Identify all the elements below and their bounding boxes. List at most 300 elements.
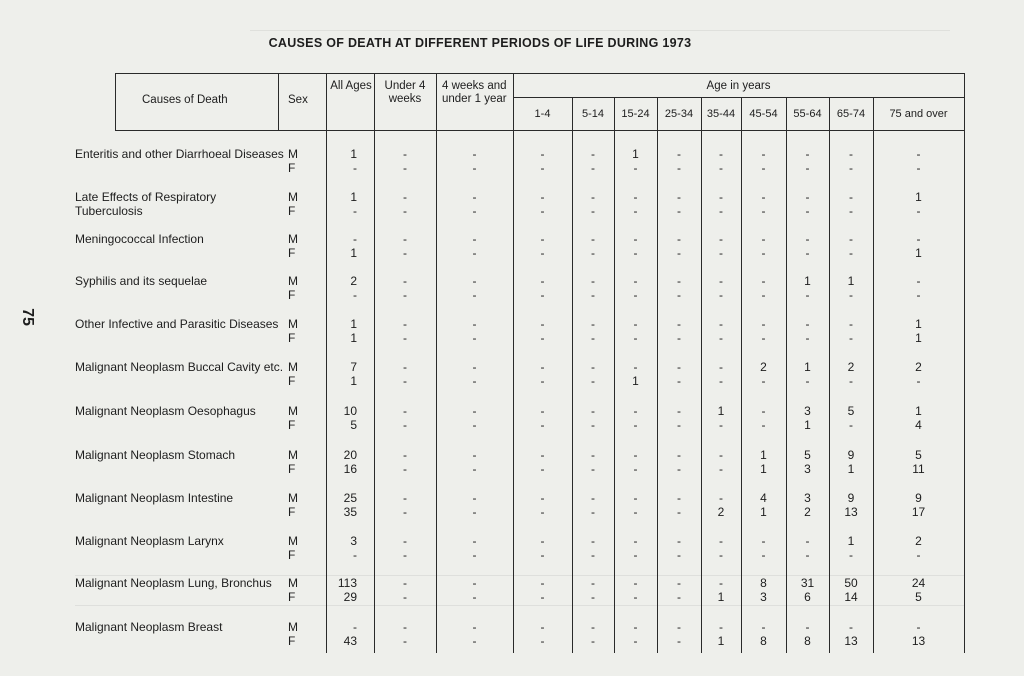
value-cell: - [633, 576, 638, 590]
value-cell: - [805, 534, 810, 548]
value-cell: 5 [915, 448, 922, 462]
value-cell: - [540, 232, 545, 246]
value-cell: 113 [337, 576, 357, 590]
value-cell: - [403, 576, 407, 590]
value-cell: 9 [847, 448, 855, 462]
cause-label: Malignant Neoplasm Larynx [75, 534, 224, 548]
value-cell: 5 [804, 448, 811, 462]
value-cell: - [677, 360, 681, 374]
value-cell: 1 [717, 404, 725, 418]
value-cell: 1 [847, 462, 855, 476]
sex-cell: F [288, 548, 296, 562]
value-cell: - [540, 331, 545, 345]
page-number: 75 [18, 308, 36, 326]
value-cell: - [916, 204, 921, 218]
sex-cell: F [288, 374, 296, 388]
sex-cell: M [288, 232, 298, 246]
value-cell: - [677, 274, 681, 288]
value-cell: 24 [911, 576, 926, 590]
value-cell: - [540, 418, 545, 432]
value-cell: - [591, 204, 595, 218]
value-cell: - [472, 634, 477, 648]
value-cell: 1 [350, 317, 357, 331]
value-cell: - [353, 232, 357, 246]
value-cell: 1 [350, 374, 357, 388]
value-cell: - [540, 161, 545, 175]
value-cell: - [719, 462, 723, 476]
value-cell: - [403, 274, 407, 288]
value-cell: - [677, 190, 681, 204]
value-cell: 1 [350, 331, 357, 345]
value-cell: 2 [350, 274, 357, 288]
value-cell: - [849, 204, 853, 218]
sex-cell: F [288, 590, 296, 604]
value-cell: - [633, 491, 638, 505]
value-cell: - [403, 534, 407, 548]
value-cell: - [677, 418, 681, 432]
value-cell: - [633, 534, 638, 548]
value-cell: - [403, 548, 407, 562]
header-4-weeks-under-1-year: 4 weeks and under 1 year [442, 80, 507, 105]
sex-cell: F [288, 418, 296, 432]
value-cell: - [591, 190, 595, 204]
cause-label: Malignant Neoplasm Stomach [75, 448, 236, 462]
value-cell: - [591, 161, 595, 175]
value-cell: 1 [350, 190, 357, 204]
value-cell: - [540, 534, 545, 548]
value-cell: - [591, 360, 595, 374]
header-under-4-weeks: Under 4 weeks [384, 80, 426, 105]
value-cell: 20 [343, 448, 357, 462]
sex-cell: M [288, 534, 298, 548]
value-cell: - [849, 620, 853, 634]
value-cell: 5 [915, 590, 922, 604]
value-cell: - [591, 590, 595, 604]
value-cell: 1 [915, 404, 922, 418]
value-cell: 2 [717, 505, 725, 519]
value-cell: - [591, 462, 595, 476]
value-cell: - [403, 204, 407, 218]
value-cell: - [472, 590, 477, 604]
value-cell: 1 [350, 147, 357, 161]
value-cell: - [591, 491, 595, 505]
value-cell: - [805, 161, 810, 175]
value-cell: - [677, 161, 681, 175]
value-cell: 1 [915, 331, 922, 345]
value-cell: - [472, 147, 477, 161]
value-cell: - [353, 204, 357, 218]
value-cell: - [719, 374, 723, 388]
sex-cell: M [288, 620, 298, 634]
value-cell: - [403, 505, 407, 519]
value-cell: - [472, 331, 477, 345]
value-cell: - [761, 620, 766, 634]
value-cell: - [633, 190, 638, 204]
value-cell: - [719, 317, 723, 331]
cause-label: Syphilis and its sequelae [75, 274, 208, 288]
value-cell: - [591, 331, 595, 345]
value-cell: - [849, 418, 853, 432]
value-cell: - [805, 204, 810, 218]
value-cell: - [849, 147, 853, 161]
value-cell: - [761, 404, 766, 418]
value-cell: 3 [804, 491, 811, 505]
value-cell: 13 [844, 505, 858, 519]
value-cell: 8 [760, 634, 767, 648]
value-cell: 3 [350, 534, 357, 548]
value-cell: - [719, 331, 723, 345]
value-cell: - [805, 232, 810, 246]
value-cell: - [472, 620, 477, 634]
value-cell: - [591, 147, 595, 161]
header-sex: Sex [288, 94, 308, 106]
value-cell: - [805, 374, 810, 388]
value-cell: 16 [343, 462, 357, 476]
value-cell: 1 [847, 534, 855, 548]
value-cell: - [591, 548, 595, 562]
value-cell: - [540, 374, 545, 388]
value-cell: - [761, 274, 766, 288]
value-cell: - [591, 274, 595, 288]
value-cell: - [633, 505, 638, 519]
value-cell: 7 [350, 360, 357, 374]
value-cell: - [677, 634, 681, 648]
value-cell: 8 [804, 634, 811, 648]
value-cell: - [403, 360, 407, 374]
value-cell: 1 [632, 374, 639, 388]
value-cell: - [719, 360, 723, 374]
sex-cell: F [288, 204, 296, 218]
cause-label: Malignant Neoplasm Intestine [75, 491, 234, 505]
sex-cell: M [288, 448, 298, 462]
value-cell: 2 [915, 534, 922, 548]
value-cell: - [591, 505, 595, 519]
value-cell: - [403, 288, 407, 302]
value-cell: - [403, 190, 407, 204]
value-cell: - [403, 161, 407, 175]
value-cell: - [719, 418, 723, 432]
value-cell: - [719, 147, 723, 161]
value-cell: - [472, 317, 477, 331]
cause-label: Malignant Neoplasm Lung, Bronchus [75, 576, 272, 590]
value-cell: 35 [343, 505, 357, 519]
value-cell: - [591, 404, 595, 418]
value-cell: - [472, 418, 477, 432]
cause-label: Other Infective and Parasitic Diseases [75, 317, 279, 331]
value-cell: - [677, 246, 681, 260]
value-cell: - [403, 147, 407, 161]
value-cell: - [677, 576, 681, 590]
cause-label: Meningococcal Infection [75, 232, 204, 246]
value-cell: - [719, 448, 723, 462]
value-cell: - [677, 288, 681, 302]
value-cell: - [916, 161, 921, 175]
value-cell: - [849, 232, 853, 246]
value-cell: - [633, 620, 638, 634]
value-cell: - [761, 147, 766, 161]
value-cell: - [591, 232, 595, 246]
value-cell: 10 [343, 404, 357, 418]
value-cell: - [633, 274, 638, 288]
cause-label: Malignant Neoplasm Buccal Cavity etc. [75, 360, 284, 374]
value-cell: - [677, 404, 681, 418]
value-cell: - [719, 161, 723, 175]
value-cell: - [591, 576, 595, 590]
value-cell: - [591, 317, 595, 331]
value-cell: - [633, 246, 638, 260]
value-cell: - [403, 448, 407, 462]
value-cell: - [916, 232, 921, 246]
value-cell: - [677, 462, 681, 476]
value-cell: - [633, 204, 638, 218]
value-cell: - [677, 534, 681, 548]
value-cell: - [677, 317, 681, 331]
value-cell: - [677, 620, 681, 634]
value-cell: 31 [800, 576, 815, 590]
value-cell: - [591, 418, 595, 432]
value-cell: 1 [804, 418, 811, 432]
value-cell: 1 [350, 246, 357, 260]
value-cell: - [805, 190, 810, 204]
value-cell: - [761, 534, 766, 548]
value-cell: - [633, 462, 638, 476]
value-cell: - [916, 548, 921, 562]
value-cell: - [591, 246, 595, 260]
value-cell: 3 [760, 590, 767, 604]
value-cell: - [677, 331, 681, 345]
value-cell: - [805, 246, 810, 260]
value-cell: - [849, 317, 853, 331]
value-cell: 1 [804, 274, 811, 288]
value-cell: - [761, 418, 766, 432]
value-cell: - [719, 576, 723, 590]
value-cell: 3 [804, 462, 811, 476]
value-cell: - [633, 634, 638, 648]
value-cell: - [472, 534, 477, 548]
value-cell: 25 [343, 491, 357, 505]
value-cell: - [403, 404, 407, 418]
value-cell: - [719, 190, 723, 204]
value-cell: - [719, 204, 723, 218]
value-cell: - [540, 404, 545, 418]
value-cell: - [633, 418, 638, 432]
value-cell: 9 [847, 491, 855, 505]
value-cell: - [540, 576, 545, 590]
value-cell: 1 [632, 147, 639, 161]
value-cell: - [472, 246, 477, 260]
value-cell: - [403, 418, 407, 432]
value-cell: - [916, 620, 921, 634]
value-cell: 29 [343, 590, 357, 604]
sex-cell: F [288, 161, 296, 175]
cause-label: Malignant Neoplasm Oesophagus [75, 404, 256, 418]
value-cell: - [916, 374, 921, 388]
value-cell: - [761, 204, 766, 218]
value-cell: - [591, 374, 595, 388]
value-cell: - [633, 317, 638, 331]
value-cell: - [805, 317, 810, 331]
value-cell: - [540, 505, 545, 519]
value-cell: - [353, 548, 357, 562]
value-cell: - [591, 534, 595, 548]
value-cell: - [403, 374, 407, 388]
sex-cell: M [288, 404, 298, 418]
value-cell: - [353, 288, 357, 302]
value-cell: - [591, 620, 595, 634]
value-cell: - [633, 360, 638, 374]
value-cell: - [472, 204, 477, 218]
value-cell: 8 [760, 576, 767, 590]
value-cell: - [719, 620, 723, 634]
value-cell: - [761, 161, 766, 175]
sex-cell: F [288, 462, 296, 476]
value-cell: - [540, 360, 545, 374]
value-cell: 17 [911, 505, 926, 519]
value-cell: - [719, 232, 723, 246]
value-cell: - [540, 274, 545, 288]
value-cell: - [472, 232, 477, 246]
sex-cell: M [288, 576, 298, 590]
header-cause: Causes of Death [142, 94, 228, 106]
age-group-header: 75 and over [889, 108, 948, 120]
value-cell: - [540, 204, 545, 218]
age-group-header: 25-34 [664, 108, 694, 120]
value-cell: - [677, 204, 681, 218]
value-cell: - [719, 491, 723, 505]
value-cell: - [540, 491, 545, 505]
sex-cell: F [288, 246, 296, 260]
sex-cell: M [288, 190, 298, 204]
value-cell: - [633, 590, 638, 604]
value-cell: 13 [844, 634, 858, 648]
sex-cell: M [288, 360, 298, 374]
sex-cell: F [288, 331, 296, 345]
value-cell: - [403, 590, 407, 604]
value-cell: - [472, 288, 477, 302]
value-cell: - [677, 505, 681, 519]
value-cell: - [472, 548, 477, 562]
value-cell: - [719, 534, 723, 548]
value-cell: - [761, 190, 766, 204]
value-cell: - [916, 288, 921, 302]
sex-cell: M [288, 491, 298, 505]
header-all-ages: All Ages [330, 80, 372, 92]
value-cell: - [353, 161, 357, 175]
page-title: CAUSES OF DEATH AT DIFFERENT PERIODS OF LIFE DURING 1973 [268, 36, 692, 50]
age-group-header: 35-44 [706, 108, 736, 120]
value-cell: - [761, 288, 766, 302]
value-cell: - [633, 548, 638, 562]
value-cell: 14 [844, 590, 858, 604]
value-cell: - [540, 634, 545, 648]
value-cell: - [403, 331, 407, 345]
value-cell: - [677, 147, 681, 161]
value-cell: 1 [915, 317, 922, 331]
value-cell: 1 [717, 590, 725, 604]
age-group-header: 1-4 [534, 108, 551, 120]
value-cell: - [849, 374, 853, 388]
value-cell: 2 [847, 360, 855, 374]
value-cell: - [633, 232, 638, 246]
value-cell: - [761, 548, 766, 562]
value-cell: - [403, 462, 407, 476]
value-cell: 1 [760, 505, 767, 519]
value-cell: - [472, 448, 477, 462]
value-cell: - [761, 317, 766, 331]
sex-cell: M [288, 274, 298, 288]
value-cell: - [805, 288, 810, 302]
value-cell: 5 [350, 418, 357, 432]
value-cell: - [403, 620, 407, 634]
cause-label: Malignant Neoplasm Breast [75, 620, 223, 634]
value-cell: - [472, 576, 477, 590]
value-cell: 3 [804, 404, 811, 418]
value-cell: 4 [915, 418, 922, 432]
value-cell: - [472, 274, 477, 288]
value-cell: - [849, 288, 853, 302]
value-cell: - [472, 360, 477, 374]
value-cell: 9 [915, 491, 922, 505]
value-cell: - [591, 288, 595, 302]
value-cell: 2 [915, 360, 922, 374]
value-cell: - [677, 374, 681, 388]
value-cell: - [472, 491, 477, 505]
cause-label: Late Effects of Respiratory Tuberculosis [75, 190, 217, 218]
value-cell: 1 [915, 190, 922, 204]
value-cell: - [916, 147, 921, 161]
sex-cell: F [288, 505, 296, 519]
value-cell: - [849, 331, 853, 345]
cause-label: Enteritis and other Diarrhoeal Diseases [75, 147, 284, 161]
value-cell: 43 [343, 634, 357, 648]
value-cell: - [540, 448, 545, 462]
value-cell: - [403, 232, 407, 246]
value-cell: - [761, 374, 766, 388]
value-cell: 1 [804, 360, 811, 374]
value-cell: - [540, 190, 545, 204]
age-group-header: 55-64 [793, 108, 822, 120]
value-cell: - [761, 331, 766, 345]
value-cell: - [633, 404, 638, 418]
value-cell: - [472, 505, 477, 519]
value-cell: - [591, 448, 595, 462]
value-cell: 2 [760, 360, 767, 374]
value-cell: - [916, 274, 921, 288]
value-cell: - [403, 634, 407, 648]
value-cell: 4 [760, 491, 767, 505]
value-cell: - [719, 288, 723, 302]
value-cell: - [353, 620, 357, 634]
value-cell: 1 [915, 246, 922, 260]
value-cell: - [805, 620, 810, 634]
value-cell: - [540, 548, 545, 562]
value-cell: - [403, 317, 407, 331]
value-cell: - [591, 634, 595, 648]
value-cell: - [540, 317, 545, 331]
sex-cell: M [288, 317, 298, 331]
value-cell: - [540, 288, 545, 302]
value-cell: 1 [760, 448, 767, 462]
value-cell: - [677, 548, 681, 562]
value-cell: - [719, 274, 723, 288]
age-group-header: 45-54 [749, 108, 778, 120]
value-cell: 1 [717, 634, 725, 648]
value-cell: - [540, 147, 545, 161]
header-age-in-years: Age in years [706, 80, 771, 92]
value-cell: - [540, 462, 545, 476]
value-cell: - [633, 288, 638, 302]
value-cell: 2 [804, 505, 811, 519]
